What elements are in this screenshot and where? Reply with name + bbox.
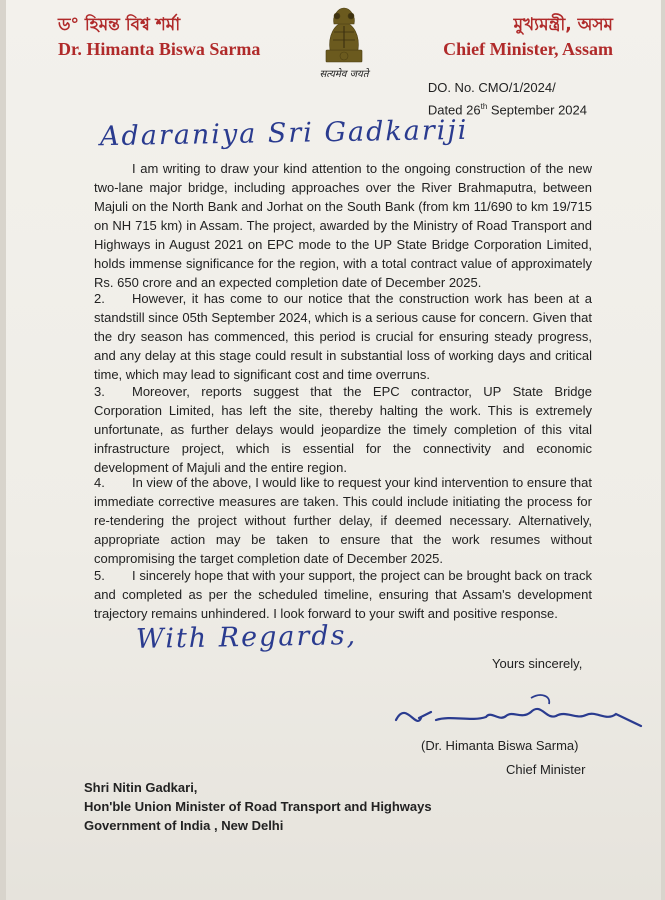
sender-name-english: Dr. Himanta Biswa Sarma — [58, 39, 261, 59]
yours-sincerely: Yours sincerely, — [492, 656, 583, 671]
addressee-office: Government of India , New Delhi — [84, 818, 284, 833]
reference-block — [428, 78, 587, 119]
sender-name-bengali: ড° হিমন্ত বিশ্ব শৰ্মা — [58, 15, 181, 35]
emblem-motto: सत्यमेव जयते — [319, 69, 369, 80]
letter-page — [6, 0, 661, 900]
sender-title-english: Chief Minister, Assam — [443, 39, 613, 59]
letter-date: Dated 26th September 2024 — [427, 102, 587, 118]
addressee-name: Shri Nitin Gadkari, — [84, 780, 198, 795]
paragraph-3: 3. Moreover, reports suggest that the EPC contractor, UP State Bridge Corporation Limited, has left the site, thereby halting the work. This is extremely unfortunate, as further delays would jeopardize the timely completion of this vital infrastructure project, which is essential for the connectivity and economic development of Majuli and the entire region. — [94, 384, 592, 475]
signatory-title: Chief Minister — [506, 762, 586, 777]
addressee-block — [84, 778, 432, 835]
do-number: DO. No. CMO/1/2024/ — [427, 80, 556, 95]
paragraph-5: 5. I sincerely hope that with your support, the project can be brought back on track and completed as per the scheduled timeline, ensuring that Assam's development trajectory remains unhindered. I look forward to your swift and positive response. — [94, 568, 592, 621]
paragraph-2: 2. However, it has come to our notice that the construction work has been at a standstill since 05th September 2024, which is a serious cause for concern. Given that the dry season has commenced, this period is crucial for ensuring steady progress, and any delay at this stage could result in substantial loss of working days and critical time, which may lead to significant cost and time overruns. — [94, 291, 592, 382]
paragraph-1: I am writing to draw your kind attention to the ongoing construction of the new two-lane major bridge, including approaches over the River Brahmaputra, between Majuli on the North Bank and Jorhat on the South Bank (from km 11/690 to km 19/715 on NH 715 km) in Assam. The project, awarded by the Ministry of Road Transport and Highways in August 2021 on EPC mode to the UP State Bridge Corporation Limited, holds immense significance for the region, with a total contract value of approximately Rs. 650 crore and an expected completion date of December 2025. — [94, 161, 592, 290]
signature-icon — [391, 690, 651, 735]
sender-title-bengali: মুখ্যমন্ত্ৰী, অসম — [513, 15, 613, 35]
handwritten-closing: With Regards, — [135, 620, 358, 655]
signatory-name: (Dr. Himanta Biswa Sarma) — [421, 738, 579, 753]
paragraph-4: 4. In view of the above, I would like to request your kind intervention to ensure that immediate corrective measures are taken. This could include initiating the process for re-tendering the project without further delay, if deemed necessary. Alternatively, appropriate action may be taken to ensure that the work resumes without compromising the target completion date of December 2025. — [94, 475, 592, 566]
handwritten-salutation: Adaraniya Sri Gadkariji — [99, 114, 469, 153]
addressee-designation: Hon'ble Union Minister of Road Transport and Highways — [84, 799, 432, 814]
